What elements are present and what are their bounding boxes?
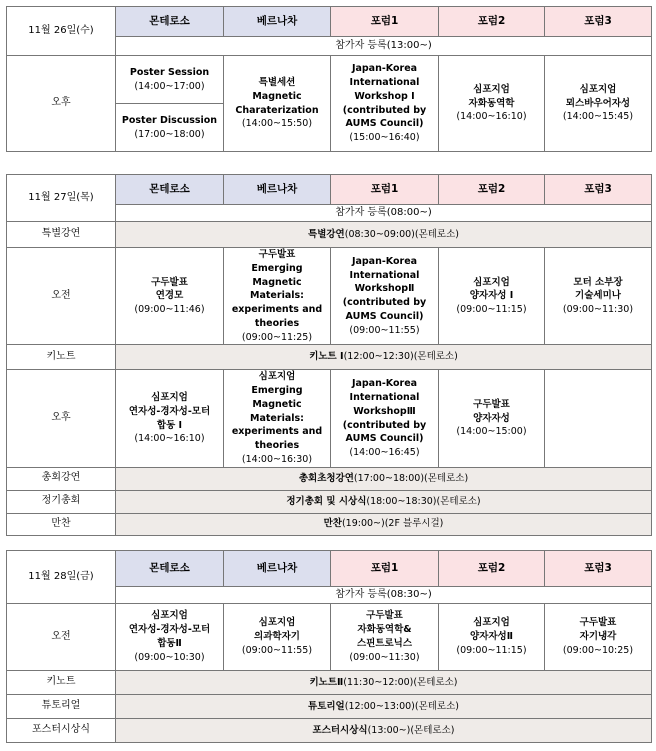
session-time: (14:00~16:45) [349,447,420,459]
day2-pm-monterosso [116,370,224,467]
session-title-line: 합동Ⅱ [157,638,182,649]
session-time: (09:00~11:30) [562,304,634,316]
session-time: (09:00~11:15) [456,644,527,656]
session-title-line: 자기냉각 [579,631,617,643]
session-title-line: Emerging Magnetic [251,262,303,288]
event-detail: (18:00~18:30)(몬테로소) [366,495,481,507]
session-title-line: 심포지엄 [579,83,617,95]
session-time: (09:00~10:25) [562,644,634,656]
session-title-line: AUMS Council) [345,433,424,445]
session-time: (14:00~17:00) [134,80,205,92]
venue-header-monterosso: 몬테로소 [116,175,224,205]
day3-award-label: 포스터시상식 [7,719,116,743]
event-title: 튜토리얼 [308,700,345,712]
session-time: (09:00~11:46) [134,304,205,316]
event-detail: (19:00~)(2F 블루시걸) [341,518,444,530]
venue-header-vernazza: 베르나차 [224,7,331,37]
session-title-line: 구두발표 [258,249,296,260]
session-time: (09:00~11:15) [456,304,527,316]
day1-date: 11월 26일(수) [7,7,116,56]
day1-pm-label: 오후 [7,56,116,152]
session-title-line: Japan-Korea [351,63,418,75]
day2-general-meeting [116,490,652,513]
session-title-line: 의과학자기 [254,631,300,643]
session-time: (09:00~11:55) [349,324,420,336]
day2-date: 11월 27일(목) [7,175,116,222]
day3-am-vernazza [224,604,331,671]
day2-keynote [116,345,652,370]
event-title: 정기총회 및 시상식 [286,495,367,507]
venue-header-forum1: 포럼1 [331,175,439,205]
day2-special-label: 특별강연 [7,222,116,248]
session-title-line: 구두발표 [151,276,188,288]
session-title-line: 뫼스바우어자성 [565,97,631,109]
day2-pm-vernazza [224,370,331,467]
session-title-line: Charaterization [235,104,319,116]
session-title-line: International [349,76,420,88]
day1-forum1-session [331,56,439,152]
session-time: (14:00~16:10) [456,111,527,123]
venue-header-forum1: 포럼1 [331,551,439,587]
session-title-line: 양자자성 I [469,290,514,302]
session-title-line: 구두발표 [366,610,403,622]
day2-keynote-label: 키노트 [7,345,116,370]
event-detail: (12:00~12:30)(몬테로소) [343,351,458,363]
day3-am-forum2 [439,604,545,671]
day2-banquet [116,513,652,535]
day1-forum3-session [545,56,652,152]
session-title-line: Materials: [250,412,304,424]
venue-header-forum2: 포럼2 [439,7,545,37]
venue-header-forum3: 포럼3 [545,7,652,37]
session-time: (14:00~16:10) [134,433,205,445]
day1-poster-session [116,56,224,104]
day1-forum2-session [439,56,545,152]
session-title-line: 심포지엄 [473,83,510,95]
day2-special-lecture [116,222,652,248]
session-time: (15:00~16:40) [349,132,420,144]
session-title-line: 특별세션 [258,76,296,88]
session-title-line: WorkshopⅢ [353,405,416,417]
session-title-line: Materials: [250,290,304,302]
day2-registration: 참가자 등록(08:00~) [116,205,652,222]
session-title-line: 심포지엄 [473,276,510,288]
session-title-line: Emerging Magnetic [251,385,303,410]
session-title-line: (contributed by [342,104,427,116]
session-time: (17:00~18:00) [134,128,205,140]
session-title-line: 심포지엄 [473,617,510,629]
session-title-line: 심포지엄 [151,392,188,403]
day2-plenary [116,467,652,490]
session-time: (14:00~16:30) [241,453,313,465]
venue-header-forum1: 포럼1 [331,7,439,37]
session-title-line: 모터 소부장 [573,276,623,288]
event-detail: (12:00~13:00)(몬테로소) [344,700,459,712]
session-title-line: 양자자성Ⅱ [470,631,513,643]
day3-date: 11월 28일(금) [7,551,116,604]
day3-keynote [116,671,652,695]
session-title-line: 연자성-경자성-모터 [128,624,211,636]
session-title-line: experiments and [231,426,323,438]
session-title-line: 자화동역학& [357,624,412,636]
session-title-line: AUMS Council) [345,310,424,322]
session-title-line: experiments and [231,304,323,316]
day1-poster-discussion [116,104,224,152]
day2-am-forum3 [545,248,652,345]
day2-am-vernazza [224,248,331,345]
day3-am-label: 오전 [7,604,116,671]
session-title-line: 구두발표 [579,617,617,629]
session-title-line: 연자성-경자성-모터 [128,405,211,417]
session-title: Poster Session [129,66,210,78]
session-title-line: 스핀트로닉스 [356,638,413,649]
session-title-line: 양자자성 [473,412,510,424]
session-time: (09:00~11:30) [349,651,420,663]
session-title-line: International [349,269,420,281]
session-title-line: WorkshopⅡ [354,283,415,295]
event-detail: (13:00~)(몬테로소) [367,724,455,736]
session-time: (09:00~11:55) [241,644,313,656]
day2-am-forum1 [331,248,439,345]
session-title-line: International [349,392,420,403]
day3-am-forum3 [545,604,652,671]
venue-header-forum3: 포럼3 [545,175,652,205]
day3-table [6,550,652,743]
day2-pm-label: 오후 [7,370,116,467]
venue-header-vernazza: 베르나차 [224,175,331,205]
session-title-line: 연경모 [155,290,184,302]
day1-registration: 참가자 등록(13:00~) [116,37,652,56]
venue-header-forum2: 포럼2 [439,551,545,587]
event-title: 특별강연 [308,228,345,240]
event-title: 포스터시상식 [312,724,368,736]
day2-am-forum2 [439,248,545,345]
venue-header-monterosso: 몬테로소 [116,7,224,37]
day2-banquet-label: 만찬 [7,513,116,535]
event-title: 키노트Ⅱ [309,676,344,688]
venue-header-forum2: 포럼2 [439,175,545,205]
session-time: (09:00~11:25) [241,331,313,343]
session-title-line: 심포지엄 [151,610,188,622]
day3-registration: 참가자 등록(08:30~) [116,587,652,604]
day2-general-label: 정기총회 [7,490,116,513]
session-time: (14:00~15:45) [562,111,634,123]
day2-table [6,174,652,536]
day1-table [6,6,652,152]
session-title-line: 구두발표 [473,398,510,410]
day3-am-forum1 [331,604,439,671]
day3-tutorial [116,695,652,719]
day2-pm-forum2 [439,370,545,467]
event-detail: (11:30~12:00)(몬테로소) [343,676,458,688]
day2-plenary-label: 총회강연 [7,467,116,490]
venue-header-monterosso: 몬테로소 [116,551,224,587]
day3-tutorial-label: 튜토리얼 [7,695,116,719]
event-detail: (17:00~18:00)(몬테로소) [353,472,469,484]
venue-header-vernazza: 베르나차 [224,551,331,587]
session-time: (09:00~10:30) [134,651,205,663]
session-title-line: theories [254,440,300,452]
session-title-line: Japan-Korea [351,378,418,390]
session-title-line: AUMS Council) [345,118,424,130]
venue-header-forum3: 포럼3 [545,551,652,587]
session-title: Poster Discussion [121,114,218,126]
day1-vernazza-session [224,56,331,152]
day2-am-monterosso [116,248,224,345]
session-title-line: theories [254,317,300,329]
day3-am-monterosso [116,604,224,671]
session-time: (14:00~15:00) [456,426,527,438]
day3-poster-award [116,719,652,743]
session-title-line: 기술세미나 [575,290,621,302]
session-title-line: 합동 I [156,419,183,431]
session-title-line: Japan-Korea [351,255,418,267]
session-title-line: 심포지엄 [258,371,296,383]
day2-pm-forum1 [331,370,439,467]
day3-keynote-label: 키노트 [7,671,116,695]
day2-pm-forum3-empty [545,370,652,467]
session-title-line: Magnetic [252,90,302,102]
session-title-line: (contributed by [342,419,427,431]
event-title: 만찬 [323,518,342,530]
day2-am-label: 오전 [7,248,116,345]
event-title: 키노트 I [309,351,344,363]
session-time: (14:00~15:50) [241,118,313,130]
session-title-line: (contributed by [342,297,427,309]
event-detail: (08:30~09:00)(몬테로소) [344,228,459,240]
session-title-line: 자화동역학 [468,97,515,109]
event-title: 총회초청강연 [298,472,354,484]
session-title-line: Workshop I [354,90,415,102]
session-title-line: 심포지엄 [258,617,296,629]
